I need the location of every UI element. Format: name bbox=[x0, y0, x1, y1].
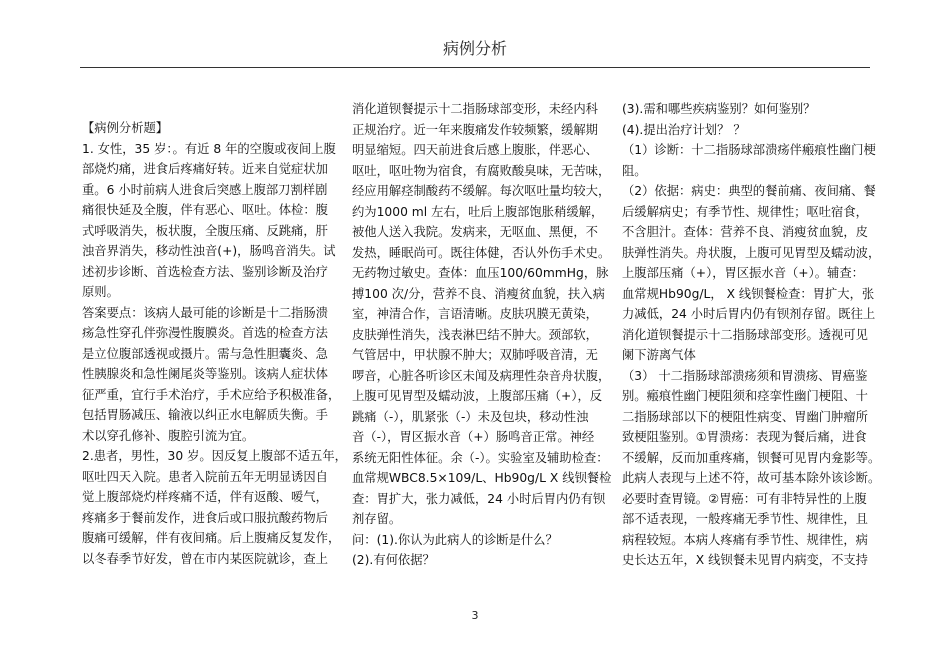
text-line: 消化道钡餐提示十二指肠球部变形，未经内科 bbox=[352, 102, 598, 116]
text-line: 原则。 bbox=[82, 285, 119, 299]
text-line: 此病人表现与上述不符，故可基本除外该诊断。 bbox=[622, 471, 881, 485]
text-line: 2.患者，男性，30 岁。因反复上腹部不适五年， bbox=[82, 449, 347, 463]
text-line: 剂存留。 bbox=[352, 512, 402, 526]
text-line: （2）依据：病史：典型的餐前痛、夜间痛、餐 bbox=[622, 184, 876, 198]
text-line: 性胰腺炎和急性阑尾炎等鉴别。该病人症状体 bbox=[82, 367, 328, 381]
text-line: 问：(1).你认为此病人的诊断是什么？ bbox=[352, 532, 558, 547]
text-line: 呕吐四天入院。患者入院前五年无明显诱因自 bbox=[82, 469, 328, 484]
text-line: 搏100 次/分，营养不良、消瘦贫血貌，扶入病 bbox=[352, 286, 605, 301]
page-header-title: 病例分析 bbox=[442, 39, 507, 58]
text-line: (4).提出治疗计划？ ？ bbox=[622, 122, 746, 137]
text-line: 不含胆汁。查体：营养不良、消瘦贫血貌，皮 bbox=[622, 225, 868, 239]
text-line: 是立位腹部透视或摄片。需与急性胆囊炎、急 bbox=[82, 346, 328, 361]
text-line: 肤弹性消失。舟状腹，上腹可见胃型及蠕动波， bbox=[622, 245, 881, 260]
text-line: 以冬春季节好发，曾在市内某医院就诊，查上 bbox=[82, 551, 328, 566]
text-line: 腹痛可缓解，伴有夜间痛。后上腹痛反复发作， bbox=[82, 531, 341, 545]
text-line: 血常规Hb90g/L， X 线钡餐检查：胃扩大，张 bbox=[622, 286, 875, 301]
text-line: 无药物过敏史。查体：血压100/60mmHg，脉 bbox=[352, 266, 609, 280]
header-divider bbox=[80, 67, 870, 68]
text-column-2 bbox=[352, 99, 611, 571]
text-line: 后缓解病史；有季节性、规律性；呕吐宿食， bbox=[622, 204, 868, 219]
text-line: （1）诊断：十二指肠球部溃疡伴瘢痕性幽门梗 bbox=[622, 143, 876, 157]
text-line: 浊音界消失，移动性浊音(+)，肠鸣音消失。试 bbox=[82, 244, 336, 258]
text-line: 史长达五年，X 线钡餐未见胃内病变，不支持 bbox=[622, 553, 868, 567]
text-line: 约为1000 ml 左右，吐后上腹部饱胀稍缓解， bbox=[352, 204, 604, 219]
text-line: 不缓解，反而加重疼痛，钡餐可见胃内龛影等。 bbox=[622, 450, 881, 465]
text-line: 呕吐，呕吐物为宿食，有腐败酸臭味，无苦味， bbox=[352, 163, 611, 178]
text-line: 包括胃肠减压、输液以纠正水电解质失衡。手 bbox=[82, 408, 328, 422]
text-line: 别。瘢痕性幽门梗阻须和痉挛性幽门梗阻、十 bbox=[622, 389, 868, 403]
text-line: 部不适表现，一般疼痛无季节性、规律性，且 bbox=[622, 512, 868, 526]
text-line: 皮肤弹性消失，浅表淋巴结不肿大。颈部软， bbox=[352, 327, 598, 342]
text-line: 气管居中，甲状腺不肿大；双肺呼吸音清，无 bbox=[352, 348, 598, 362]
text-line: 阑下游离气体 bbox=[622, 348, 696, 362]
text-line: 病程较短。本病人疼痛有季节性、规律性，病 bbox=[622, 532, 868, 547]
text-line: 必要时查胃镜。②胃癌：可有非特异性的上腹 bbox=[622, 491, 867, 506]
text-line: 血常规WBC8.5×109/L、Hb90g/L X 线钡餐检 bbox=[352, 471, 612, 485]
text-line: 术以穿孔修补、腹腔引流为宜。 bbox=[82, 428, 255, 443]
text-line: 查：胃扩大，张力减低，24 小时后胃内仍有钡 bbox=[352, 491, 606, 506]
text-line: 跳痛（-），肌紧张（-）未及包块，移动性浊 bbox=[352, 409, 589, 424]
text-line: 征严重，宜行手术治疗，手术应给予积极准备， bbox=[82, 387, 341, 402]
text-line: 室，神清合作，言语清晰。皮肤巩膜无黄染， bbox=[352, 307, 598, 321]
text-line: （3） 十二指肠球部溃疡须和胃溃疡、胃癌鉴 bbox=[622, 368, 868, 383]
text-line: 重。6 小时前病人进食后突感上腹部刀割样剧 bbox=[82, 182, 328, 197]
text-line: 音（-），胃区振水音（+）肠鸣音正常。神经 bbox=[352, 430, 595, 444]
page-number: 3 bbox=[471, 609, 479, 622]
text-line: 疡急性穿孔伴弥漫性腹膜炎。首选的检查方法 bbox=[82, 326, 328, 340]
text-line: (2).有何依据？ bbox=[352, 553, 435, 567]
text-line: 致梗阻鉴别。①胃溃疡：表现为餐后痛，进食 bbox=[622, 430, 867, 444]
text-line: 发热，睡眠尚可。既往体健，否认外伤手术史。 bbox=[352, 245, 611, 260]
text-line: (3).需和哪些疾病鉴别？如何鉴别？ bbox=[622, 102, 816, 116]
text-line: 上腹可见胃型及蠕动波，上腹部压痛（+），反 bbox=[352, 389, 603, 403]
text-line: 阻。 bbox=[622, 163, 647, 178]
text-line: 力减低，24 小时后胃内仍有钡剂存留。既往上 bbox=[622, 307, 876, 321]
text-line: 被他人送入我院。发病来，无呕血、黑便，不 bbox=[352, 225, 598, 239]
text-line: 经应用解痉制酸药不缓解。每次呕吐量均较大， bbox=[352, 184, 611, 198]
text-line: 【病例分析题】 bbox=[82, 121, 169, 135]
text-line: 上腹部压痛（+），胃区振水音（+）。辅查： bbox=[622, 266, 864, 280]
text-line: 啰音，心脏各听诊区未闻及病理性杂音舟状腹， bbox=[352, 368, 611, 383]
text-line: 系统无阳性体征。余（-）。实验室及辅助检查： bbox=[352, 450, 609, 465]
text-line: 部烧灼痛，进食后疼痛好转。近来自觉症状加 bbox=[82, 162, 328, 176]
text-line: 二指肠球部以下的梗阻性病变、胃幽门肿瘤所 bbox=[622, 409, 868, 424]
text-line: 疼痛多于餐前发作，进食后或口服抗酸药物后 bbox=[82, 510, 328, 525]
text-line: 明显缩短。四天前进食后感上腹胀，伴恶心、 bbox=[352, 143, 598, 157]
text-line: 消化道钡餐提示十二指肠球部变形。透视可见 bbox=[622, 327, 868, 342]
text-line: 正规治疗。近一年来腹痛发作较频繁，缓解期 bbox=[352, 122, 598, 137]
text-column-3 bbox=[622, 99, 880, 571]
text-line: 答案要点：该病人最可能的诊断是十二指肠溃 bbox=[82, 305, 328, 320]
text-line: 述初步诊断、首选检查方法、鉴别诊断及治疗 bbox=[82, 264, 328, 279]
text-column-1 bbox=[82, 118, 347, 569]
text-line: 1. 女性，35 岁：。有近 8 年的空腹或夜间上腹 bbox=[82, 141, 336, 156]
text-line: 式呼吸消失，板状腹，全腹压痛、反跳痛，肝 bbox=[82, 223, 328, 238]
text-line: 痛很快延及全腹，伴有恶心、呕吐。体检：腹 bbox=[82, 203, 328, 217]
text-line: 觉上腹部烧灼样疼痛不适，伴有返酸、嗳气， bbox=[82, 490, 328, 504]
